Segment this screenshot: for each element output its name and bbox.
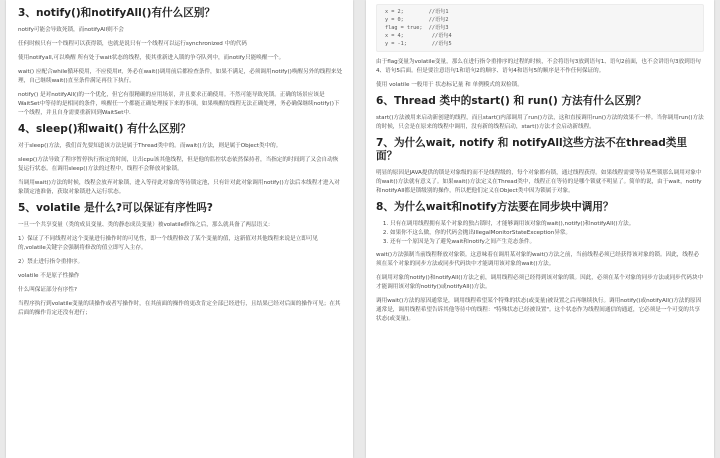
section-4-heading: 4、sleep()和wait() 有什么区别？ xyxy=(18,123,191,135)
paragraph: 当调用wait()方法的时候，线程会放弃对象锁，进入等待此对象的等待锁定池，只有针对此对象调用notify()方法后本线程才进入对象锁定池准备，获取对象锁进入运行状态。 xyxy=(18,180,340,195)
paragraph: wait() 应配合while循环使用，不应使用if，务必在wait()调用前后都检查条件，如果不满足，必须调用notify()唤醒另外的线程来处理，自己继续wait()直至条件满足再往下执行。 xyxy=(18,69,343,84)
paragraph: 调用wait()方法的原因通常是，调用线程希望某个特殊的状态(或变量)被设置之后再继续执行。调用notify()或notifyAll()方法的原因通常是，调用线程希望告诉其他等待中的线程："特殊状态已经被设置"。这个状态作为线程间通信的通道，它必须是一个可变的共享状态(或变量)。 xyxy=(376,298,702,322)
code-line: x = 4; //语句4 xyxy=(385,33,452,39)
paragraph: 在调用对象的notify()和notifyAll()方法之前，调用线程必须已经得到该对象的锁。因此，必须在某个对象的同步方法或同步代码块中才能调用该对象的notify()或notifyAll()方法。 xyxy=(376,275,704,290)
paragraph: 由于flag变量为volatile变量，那么在进行指令重排序的过程的时候，不会将语句3放到语句1、语句2前面，也不会讲语句3放到语句4、语句5后面。但是要注意语句1和语句2的顺序、语句4和语句5的顺序是不作任何保证的。 xyxy=(376,59,701,74)
code-line: y = -1; //语句5 xyxy=(385,41,452,47)
code-line: y = 0; //语句2 xyxy=(385,17,449,23)
code-line: flag = true; //语句3 xyxy=(385,25,449,31)
paragraph: 对于sleep()方法，我们首先要知道该方法是属于Thread类中的。而wait()方法，则是属于Object类中的。 xyxy=(18,143,282,149)
section-6-heading: 6、Thread 类中的start() 和 run() 方法有什么区别？ xyxy=(376,95,647,107)
paragraph: 2）禁止进行指令重排序。 xyxy=(18,259,84,265)
section-5-heading: 5、volatile 是什么?可以保证有序性吗? xyxy=(18,202,213,214)
paragraph: 当程序执行到volatile变量的读操作或者写操作时，在其前面的操作的更改肯定全部已经进行，且结果已经对后面的操作可见；在其后面的操作肯定还没有进行； xyxy=(18,301,341,316)
paragraph: start()方法被用来启动新创建的线程，而且start()内部调用了run()方法，这和直接调用run()方法的效果不一样。当你调用run()方法的时候，只会是在原来的线程中调用，没有新的线程启动，start()方法才会启动新线程。 xyxy=(376,115,704,130)
paragraph: notify可能会导致死锁，而notifyAll则不会 xyxy=(18,27,124,33)
code-line: x = 2; //语句1 xyxy=(385,9,449,15)
numbered-list xyxy=(376,220,704,247)
paragraph: 使用notifyall,可以唤醒 所有处于wait状态的线程，使其重新进入锁的争夺队列中，而notify只能唤醒一个。 xyxy=(18,55,285,61)
right-document-page xyxy=(366,0,714,458)
paragraph: 1）保证了不同线程对这个变量进行操作时的可见性，即一个线程修改了某个变量的值，这新值对其他线程来说是立即可见的,volatile关键字会强制将修改的值立即写入主存。 xyxy=(18,236,319,251)
section-3-heading: 3、notify()和notifyAll()有什么区别？ xyxy=(18,7,216,19)
paragraph: sleep()方法导致了程序暂停执行指定的时间，让出cpu该其他线程，但是他的监控状态依然保持者，当指定的时间到了又会自动恢复运行状态。在调用sleep()方法的过程中，线程不会释放对象锁。 xyxy=(18,157,339,172)
code-block xyxy=(376,4,704,52)
list-item: 2. 如果你不这么做，你的代码会抛出IllegalMonitorStateException异常。 xyxy=(390,229,704,238)
list-item: 3. 还有一个原因是为了避免wait和notify之间产生竞态条件。 xyxy=(390,238,704,247)
paragraph: wait()方法强制当前线程释放对象锁。这意味着在调用某对象的wait()方法之前，当前线程必须已经获得该对象的锁。因此，线程必须在某个对象的同步方法或同步代码块中才能调用该对象的wait()方法。 xyxy=(376,252,700,267)
paragraph: 明显的原因是JAVA提供的锁是对象级的而不是线程级的，每个对象都有锁，通过线程获得。如果线程需要等待某些锁那么调用对象中的wait()方法就有意义了。如果wait()方法定义在Thread类中，线程正在等待的是哪个锁就不明显了。简单的说，由于wait，notify和notifyAll都是锁级别的操作，所以把他们定义在Object类中因为锁属于对象。 xyxy=(376,170,702,194)
paragraph: 任何时候只有一个线程可以获得锁，也就是说只有一个线程可以运行synchronized 中的代码 xyxy=(18,41,247,47)
left-document-page xyxy=(6,0,353,458)
paragraph: volatile 不是原子性操作 xyxy=(18,273,80,279)
section-7-heading: 7、为什么wait, notify 和 notifyAll这些方法不在thread类里面？ xyxy=(376,137,688,162)
paragraph: notify() 是对notifyAll()的一个优化，但它有很精确的应用场景，并且要求正确使用。不然可能导致死锁。正确的场景应该是 WaitSet中等待的是相同的条件，唤醒任一个都能正确处理接下来的事项，如果唤醒的线程无法正确处理，务必确保继续notify()下一个线程，并且自身需要重新回到WaitSet中. xyxy=(18,92,340,116)
paragraph: 什么叫保证部分有序性? xyxy=(18,287,77,293)
paragraph: 一旦一个共享变量（类的成员变量、类的静态成员变量）被volatile修饰之后，那么就具备了两层语义： xyxy=(18,222,274,228)
paragraph: 使用 volatile 一般用于 状态标记量 和 单例模式的双检锁。 xyxy=(376,82,523,88)
section-8-heading: 8、为什么wait和notify方法要在同步块中调用？ xyxy=(376,201,614,213)
list-item: 1. 只有在调用线程拥有某个对象的独占锁时，才能够调用该对象的wait(),notify()和notifyAll()方法。 xyxy=(390,220,704,229)
